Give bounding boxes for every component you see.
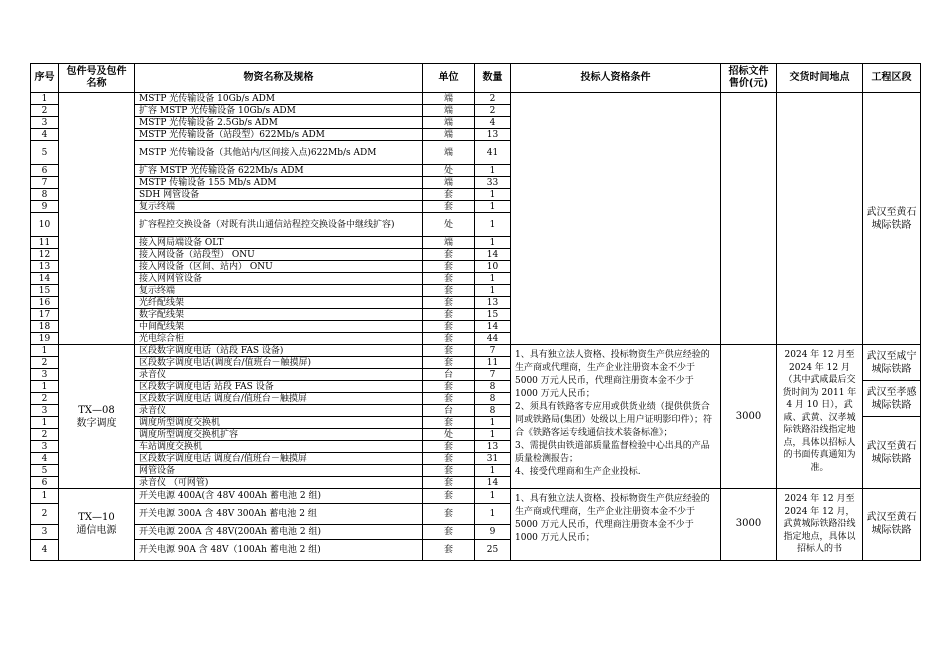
cell-unit: 套	[423, 465, 475, 477]
cell-qty: 11	[475, 357, 511, 369]
cell-unit: 端	[423, 93, 475, 105]
cell-material: 扩容 MSTP 光传输设备 622Mb/s ADM	[135, 165, 423, 177]
cell-unit: 套	[423, 333, 475, 345]
header-no: 序号	[31, 64, 59, 93]
cell-no: 11	[31, 237, 59, 249]
cell-no: 15	[31, 285, 59, 297]
cell-no: 3	[31, 405, 59, 417]
cell-unit: 套	[423, 489, 475, 504]
cell-material: 开关电源 400A(含 48V 400Ah 蓄电池 2 组)	[135, 489, 423, 504]
cell-no: 2	[31, 504, 59, 524]
cell-no: 2	[31, 357, 59, 369]
table-row	[31, 345, 921, 357]
cell-price: 3000	[721, 345, 777, 489]
cell-no: 6	[31, 165, 59, 177]
cell-unit: 套	[423, 261, 475, 273]
cell-material: 数字配线架	[135, 309, 423, 321]
cell-no: 10	[31, 213, 59, 237]
cell-qty: 8	[475, 381, 511, 393]
cell-qty: 1	[475, 465, 511, 477]
cell-qty: 2	[475, 93, 511, 105]
cell-qty: 31	[475, 453, 511, 465]
cell-delivery: 2024 年 12 月至 2024 年 12 月（其中武咸最后交货时间为 2011 年 4 月 10 日），武咸、武黄、汉孝城际铁路沿线指定地点，具体以招标人的书面传真通知为准。	[777, 345, 863, 489]
cell-material: 光纤配线架	[135, 297, 423, 309]
cell-qualification	[511, 345, 721, 489]
procurement-table	[30, 63, 921, 561]
cell-unit: 套	[423, 273, 475, 285]
header-unit: 单位	[423, 64, 475, 93]
cell-material: 开关电源 90A 含 48V（100Ah 蓄电池 2 组)	[135, 540, 423, 560]
cell-price: 3000	[721, 489, 777, 561]
cell-no: 17	[31, 309, 59, 321]
cell-qty: 25	[475, 540, 511, 560]
cell-qty: 14	[475, 321, 511, 333]
cell-qty: 1	[475, 504, 511, 524]
cell-no: 5	[31, 141, 59, 165]
cell-unit: 套	[423, 285, 475, 297]
cell-material: 区段数字调度电话 调度台/值班台－触摸屏	[135, 453, 423, 465]
cell-unit: 端	[423, 141, 475, 165]
header-qualification: 投标人资格条件	[511, 64, 721, 93]
cell-unit: 套	[423, 504, 475, 524]
cell-unit: 套	[423, 524, 475, 539]
cell-no: 9	[31, 201, 59, 213]
cell-no: 19	[31, 333, 59, 345]
cell-no: 1	[31, 417, 59, 429]
cell-qty: 8	[475, 405, 511, 417]
cell-no: 4	[31, 129, 59, 141]
qualification-text: 1、具有独立法人资格、投标物资生产供应经验的生产商或代理商，生产企业注册资本金不少于 5000 万元人民币，代理商注册资本金不少于 1000 万元人民币；	[515, 494, 710, 543]
cell-qty: 1	[475, 273, 511, 285]
cell-qty: 9	[475, 524, 511, 539]
cell-material: 区段数字调度电话（站段 FAS 设备)	[135, 345, 423, 357]
header-row	[31, 64, 921, 93]
cell-material: 区段数字调度电话 站段 FAS 设备	[135, 381, 423, 393]
cell-unit: 套	[423, 477, 475, 489]
cell-no: 1	[31, 381, 59, 393]
table-row	[31, 489, 921, 504]
cell-unit: 套	[423, 321, 475, 333]
cell-unit: 端	[423, 177, 475, 189]
cell-material: 开关电源 300A 含 48V 300Ah 蓄电池 2 组	[135, 504, 423, 524]
cell-unit: 套	[423, 345, 475, 357]
cell-material: MSTP 光传输设备（其他站内/区间接入点)622Mb/s ADM	[135, 141, 423, 165]
cell-qty: 13	[475, 297, 511, 309]
cell-material: 扩容程控交换设备（对既有洪山通信站程控交换设备中继线扩容)	[135, 213, 423, 237]
cell-material: MSTP 光传输设备 2.5Gb/s ADM	[135, 117, 423, 129]
cell-package	[59, 93, 135, 345]
cell-material: 网管设备	[135, 465, 423, 477]
cell-material: 接入网局端设备 OLT	[135, 237, 423, 249]
cell-section: 武汉至孝感城际铁路	[863, 381, 921, 417]
cell-unit: 处	[423, 165, 475, 177]
cell-no: 4	[31, 540, 59, 560]
cell-qty: 1	[475, 213, 511, 237]
cell-qty: 13	[475, 129, 511, 141]
cell-material: 复示终端	[135, 201, 423, 213]
cell-material: MSTP 传输设备 155 Mb/s ADM	[135, 177, 423, 189]
cell-unit: 套	[423, 381, 475, 393]
cell-material: MSTP 光传输设备（站段型）622Mb/s ADM	[135, 129, 423, 141]
cell-no: 5	[31, 465, 59, 477]
header-package: 包件号及包件名称	[59, 64, 135, 93]
cell-no: 4	[31, 453, 59, 465]
cell-material: 调度所型调度交换机	[135, 417, 423, 429]
cell-no: 2	[31, 105, 59, 117]
cell-unit: 套	[423, 309, 475, 321]
cell-qty: 7	[475, 369, 511, 381]
cell-material: 接入网设备（站段型） ONU	[135, 249, 423, 261]
cell-no: 2	[31, 393, 59, 405]
cell-unit: 套	[423, 297, 475, 309]
cell-qualification	[511, 93, 721, 345]
cell-no: 3	[31, 441, 59, 453]
cell-qty: 41	[475, 141, 511, 165]
cell-qty: 15	[475, 309, 511, 321]
cell-qty: 1	[475, 285, 511, 297]
qualification-text: 1、具有独立法人资格、投标物资生产供应经验的生产商或代理商，生产企业注册资本金不少于 5000 万元人民币，代理商注册资本金不少于 1000 万元人民币； 2、须具有铁路客专应用或供货业绩（提供供货合同或铁路局(集团）处级以上用户证明影印件）；符合《铁路客运专线通信技术装备标准》； 3、需提供由铁道部质量监督检验中心出具的产品质量检测报告； 4、接受代理商和生产企业投标.	[515, 350, 713, 477]
cell-no: 3	[31, 369, 59, 381]
cell-material: 接入网设备（区间、站内） ONU	[135, 261, 423, 273]
cell-material: 区段数字调度电话(调度台/值班台－触摸屏)	[135, 357, 423, 369]
table-row	[31, 93, 921, 105]
cell-no: 18	[31, 321, 59, 333]
cell-material: 扩容 MSTP 光传输设备 10Gb/s ADM	[135, 105, 423, 117]
cell-unit: 套	[423, 417, 475, 429]
cell-unit: 套	[423, 540, 475, 560]
package-label: TX—08 数字调度	[76, 404, 117, 429]
cell-unit: 套	[423, 453, 475, 465]
package-label: TX—10 通信电源	[76, 512, 117, 537]
cell-unit: 端	[423, 237, 475, 249]
cell-material: 区段数字调度电话 调度台/值班台－触摸屏	[135, 393, 423, 405]
cell-unit: 套	[423, 249, 475, 261]
cell-no: 12	[31, 249, 59, 261]
cell-no: 1	[31, 345, 59, 357]
cell-package	[59, 489, 135, 561]
cell-no: 1	[31, 489, 59, 504]
cell-qty: 2	[475, 105, 511, 117]
cell-material: 调度所型调度交换机扩容	[135, 429, 423, 441]
cell-qty: 14	[475, 477, 511, 489]
cell-no: 1	[31, 93, 59, 105]
cell-delivery	[777, 93, 863, 345]
cell-qty: 10	[475, 261, 511, 273]
cell-qty: 1	[475, 201, 511, 213]
cell-material: 复示终端	[135, 285, 423, 297]
cell-no: 7	[31, 177, 59, 189]
cell-unit: 处	[423, 213, 475, 237]
cell-qty: 44	[475, 333, 511, 345]
cell-unit: 台	[423, 405, 475, 417]
cell-section: 武汉至黄石城际铁路	[863, 489, 921, 561]
cell-package	[59, 345, 135, 489]
cell-unit: 套	[423, 357, 475, 369]
cell-unit: 套	[423, 201, 475, 213]
cell-material: 光电综合柜	[135, 333, 423, 345]
header-price: 招标文件售价(元)	[721, 64, 777, 93]
cell-material: 开关电源 200A 含 48V(200Ah 蓄电池 2 组)	[135, 524, 423, 539]
cell-material: 中间配线架	[135, 321, 423, 333]
cell-qty: 4	[475, 117, 511, 129]
cell-no: 3	[31, 117, 59, 129]
cell-unit: 端	[423, 129, 475, 141]
cell-qty: 1	[475, 237, 511, 249]
cell-qty: 1	[475, 189, 511, 201]
cell-unit: 端	[423, 117, 475, 129]
cell-qty: 1	[475, 165, 511, 177]
cell-material: 录音仪 （可网管)	[135, 477, 423, 489]
cell-material: SDH 网管设备	[135, 189, 423, 201]
cell-qty: 1	[475, 489, 511, 504]
cell-qty: 1	[475, 417, 511, 429]
cell-no: 16	[31, 297, 59, 309]
cell-no: 14	[31, 273, 59, 285]
cell-material: 录音仪	[135, 405, 423, 417]
cell-no: 13	[31, 261, 59, 273]
header-material: 物资名称及规格	[135, 64, 423, 93]
cell-no: 2	[31, 429, 59, 441]
cell-price	[721, 93, 777, 345]
cell-no: 8	[31, 189, 59, 201]
cell-material: MSTP 光传输设备 10Gb/s ADM	[135, 93, 423, 105]
cell-qty: 8	[475, 393, 511, 405]
cell-unit: 套	[423, 393, 475, 405]
cell-qty: 14	[475, 249, 511, 261]
cell-qty: 33	[475, 177, 511, 189]
header-delivery: 交货时间地点	[777, 64, 863, 93]
cell-delivery: 2024 年 12 月至 2024 年 12 月，武黄城际铁路沿线指定地点，具体以招标人的书	[777, 489, 863, 561]
cell-unit: 套	[423, 441, 475, 453]
cell-unit: 台	[423, 369, 475, 381]
cell-unit: 套	[423, 189, 475, 201]
cell-no: 6	[31, 477, 59, 489]
cell-section: 武汉至咸宁城际铁路	[863, 345, 921, 381]
cell-unit: 处	[423, 429, 475, 441]
cell-qualification	[511, 489, 721, 561]
cell-qty: 7	[475, 345, 511, 357]
cell-qty: 13	[475, 441, 511, 453]
cell-unit: 端	[423, 105, 475, 117]
cell-material: 录音仪	[135, 369, 423, 381]
header-qty: 数量	[475, 64, 511, 93]
cell-section: 武汉至黄石城际铁路	[863, 93, 921, 345]
cell-section: 武汉至黄石城际铁路	[863, 417, 921, 489]
header-section: 工程区段	[863, 64, 921, 93]
cell-material: 接入网网管设备	[135, 273, 423, 285]
cell-qty: 1	[475, 429, 511, 441]
cell-material: 车站调度交换机	[135, 441, 423, 453]
cell-no: 3	[31, 524, 59, 539]
